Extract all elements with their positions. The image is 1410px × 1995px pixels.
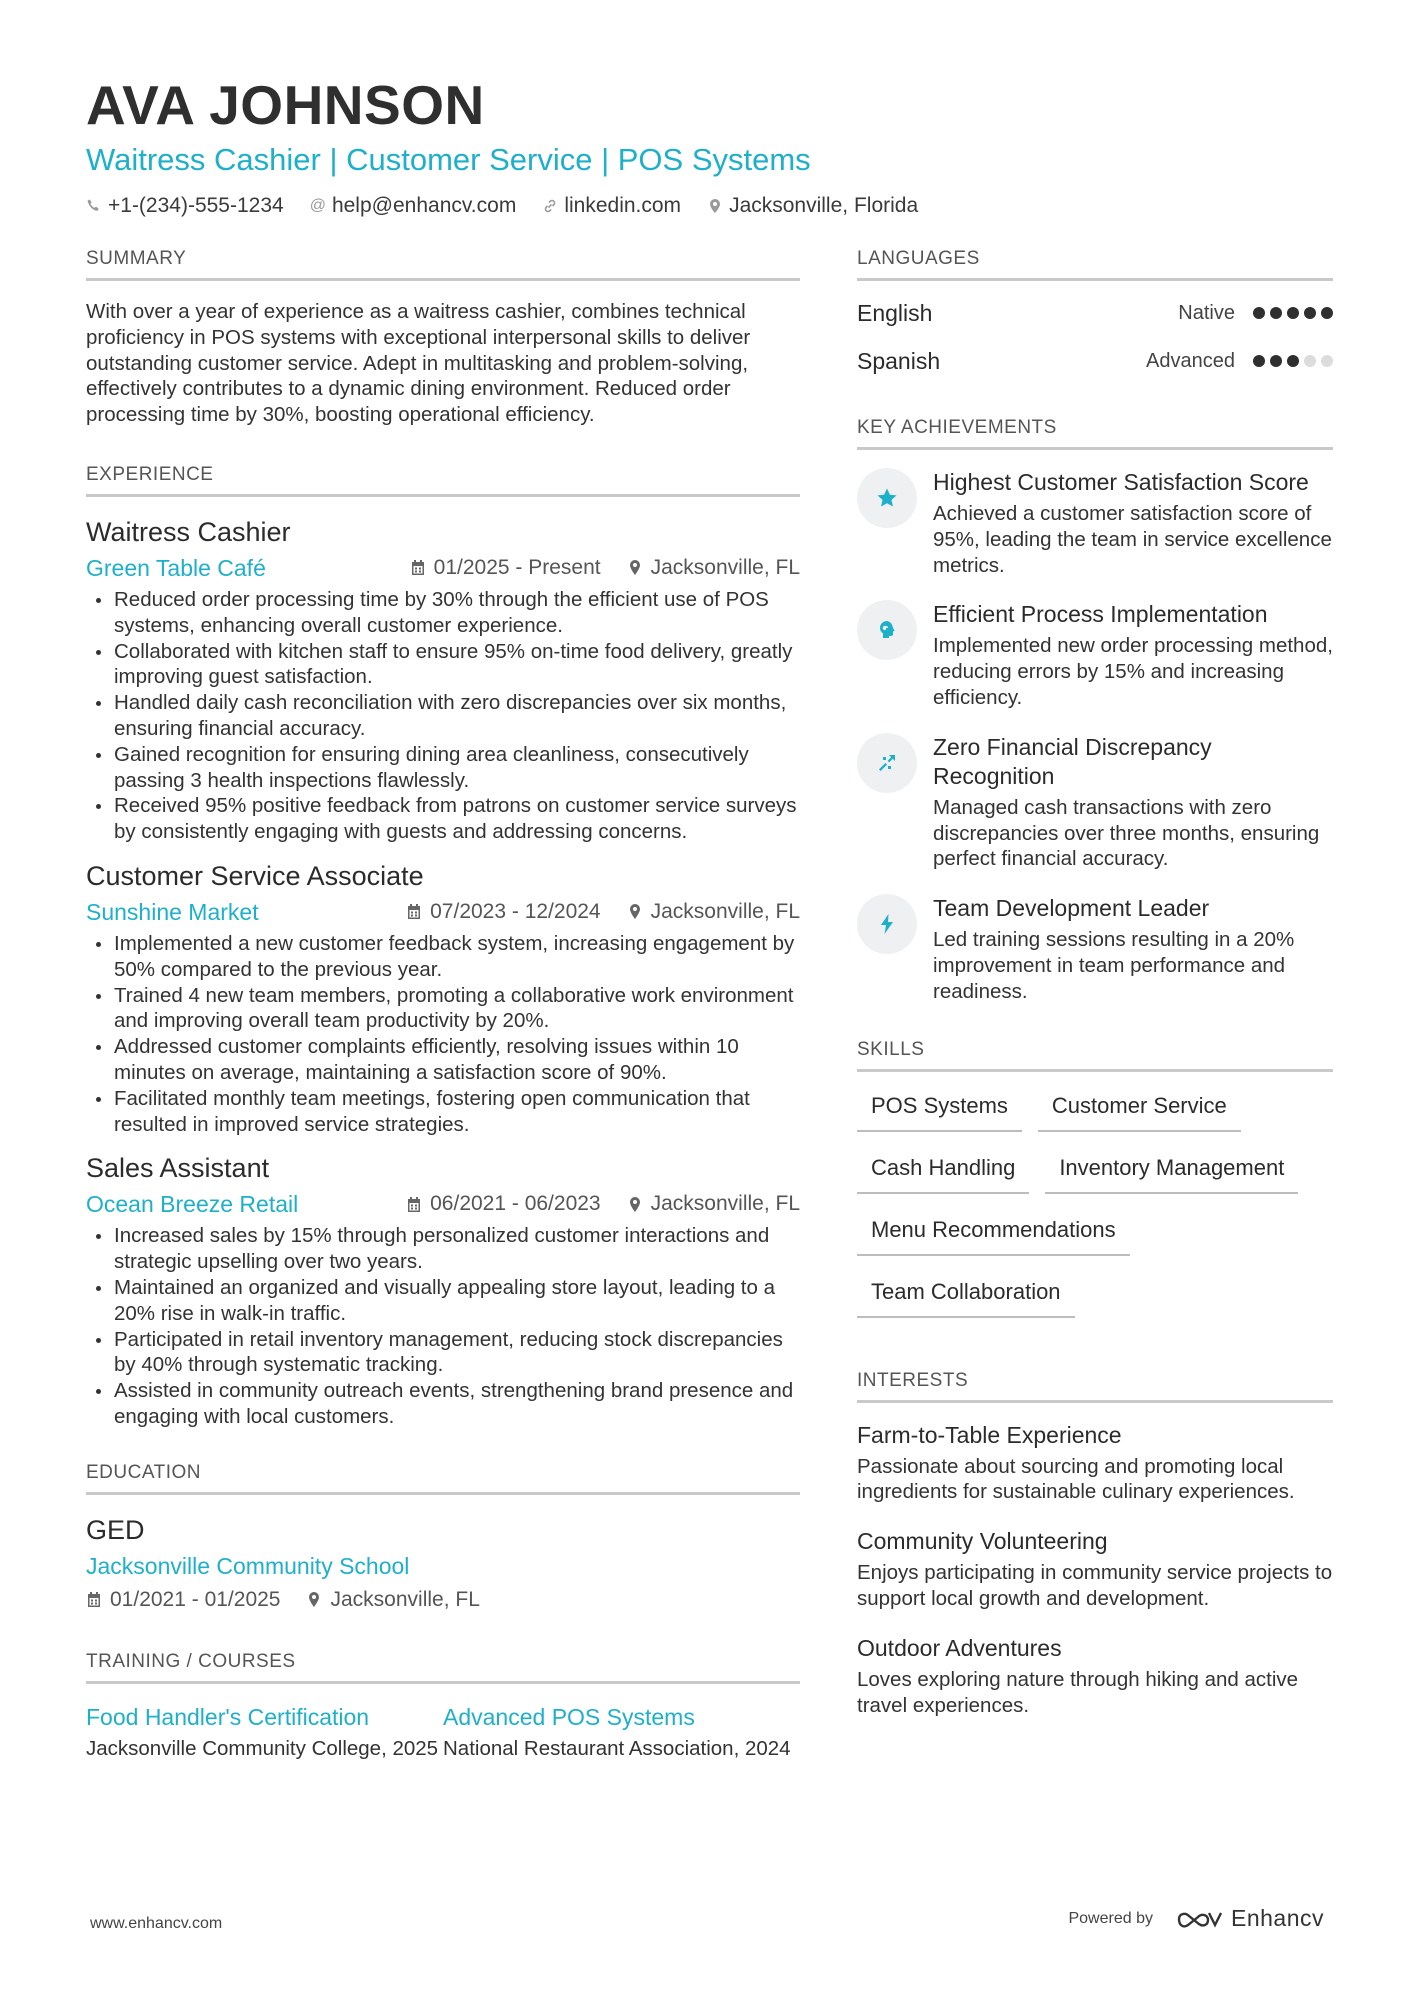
calendar-icon [406, 903, 422, 920]
course-desc: Jacksonville Community College, 2025 [86, 1736, 439, 1760]
job-entry [86, 515, 800, 845]
section-title: INTERESTS [857, 1368, 1333, 1403]
star-icon [857, 468, 917, 528]
section-title: SKILLS [857, 1037, 1333, 1072]
training-section [86, 1649, 800, 1762]
list-item: Gained recognition for ensuring dining area cleanliness, consecutively passing 3 health inspections flawlessly. [86, 742, 800, 794]
left-column [86, 246, 800, 1796]
interest-desc: Passionate about sourcing and promoting local ingredients for sustainable culinary experiences. [857, 1454, 1295, 1504]
school-name: Jacksonville Community School [86, 1552, 410, 1579]
job-dates: 01/2025 - Present [410, 553, 601, 583]
phone-text: +1-(234)-555-1234 [108, 194, 284, 217]
calendar-icon [86, 1591, 102, 1608]
interest-desc: Loves exploring nature through hiking and active travel experiences. [857, 1667, 1299, 1717]
company-name: Green Table Café [86, 554, 266, 581]
education-meta [86, 1585, 800, 1615]
job-entry [86, 1151, 800, 1429]
list-item: Trained 4 new team members, promoting a collaborative work environment and improving overall team productivity by 20%. [86, 983, 800, 1035]
rating-dot-filled [1253, 307, 1265, 319]
rating-dot-filled [1287, 355, 1299, 367]
language-name: English [857, 299, 933, 326]
arrows-icon [857, 733, 917, 793]
job-title: Waitress Cashier [86, 516, 291, 547]
right-column [857, 246, 1333, 1752]
rating-dot-empty [1321, 355, 1333, 367]
rating-dot-filled [1270, 355, 1282, 367]
language-rating [1253, 307, 1333, 319]
interests-section [857, 1368, 1333, 1719]
footer-branding [1068, 1905, 1324, 1932]
brand-name: Enhancv [1230, 1905, 1324, 1931]
language-rating [1253, 355, 1333, 367]
list-item: Handled daily cash reconciliation with zero discrepancies over six months, ensuring financial accuracy. [86, 690, 800, 742]
interest-item [857, 1634, 1333, 1719]
section-title: TRAINING / COURSES [86, 1649, 800, 1684]
skill-tag: Inventory Management [1045, 1148, 1298, 1194]
list-item: Participated in retail inventory management, reducing stock discrepancies by 40% through systematic tracking. [86, 1327, 800, 1379]
calendar-icon [410, 559, 426, 576]
job-bullets [86, 931, 800, 1137]
language-row [857, 289, 1333, 337]
location-pin-icon [707, 198, 723, 214]
calendar-icon [406, 1196, 422, 1213]
brand-logo[interactable] [1175, 1905, 1324, 1932]
course-desc: National Restaurant Association, 2024 [443, 1736, 791, 1760]
candidate-headline: Waitress Cashier | Customer Service | POS Systems [86, 142, 811, 177]
job-dates: 06/2021 - 06/2023 [406, 1189, 600, 1219]
job-dates: 07/2023 - 12/2024 [406, 897, 600, 927]
phone-icon [86, 198, 102, 214]
rating-dot-filled [1253, 355, 1265, 367]
skill-tag: Cash Handling [857, 1148, 1029, 1194]
list-item: Assisted in community outreach events, strengthening brand presence and engaging with local customers. [86, 1378, 800, 1430]
achievement-title: Team Development Leader [933, 895, 1210, 922]
achievement-desc: Managed cash transactions with zero discrepancies over three months, ensuring perfect financial accuracy. [933, 795, 1320, 871]
achievement-desc: Achieved a customer satisfaction score of 95%, leading the team in service excellence metrics. [933, 502, 1332, 577]
section-title: KEY ACHIEVEMENTS [857, 415, 1333, 450]
job-entry [86, 859, 800, 1137]
achievement-desc: Led training sessions resulting in a 20% improvement in team performance and readiness. [933, 928, 1295, 1003]
job-title: Customer Service Associate [86, 860, 424, 891]
list-item: Increased sales by 15% through personalized customer interactions and strategic upselling over two years. [86, 1223, 800, 1275]
enhancv-logo-icon [1175, 1907, 1223, 1931]
job-location: Jacksonville, FL [627, 553, 800, 583]
rating-dot-filled [1287, 307, 1299, 319]
languages-section [857, 246, 1333, 385]
summary-section [86, 246, 800, 428]
skill-tag: Customer Service [1038, 1086, 1241, 1132]
language-level: Native [1178, 301, 1235, 324]
rating-dot-empty [1304, 355, 1316, 367]
achievement-title: Zero Financial Discrepancy Recognition [933, 733, 1212, 789]
contact-location [707, 192, 918, 220]
powered-by-text: Powered by [1068, 1909, 1153, 1927]
section-title: SUMMARY [86, 246, 800, 281]
degree: GED [86, 1514, 145, 1545]
interest-item [857, 1527, 1333, 1612]
interest-title: Outdoor Adventures [857, 1634, 1062, 1661]
list-item: Maintained an organized and visually appealing store layout, leading to a 20% rise in walk-in traffic. [86, 1275, 800, 1327]
list-item: Reduced order processing time by 30% through the efficient use of POS systems, enhancing overall customer experience. [86, 587, 800, 639]
rating-dot-filled [1304, 307, 1316, 319]
bolt-icon [857, 894, 917, 954]
job-meta [86, 897, 800, 927]
job-meta [86, 553, 800, 583]
job-location: Jacksonville, FL [627, 897, 800, 927]
interest-item [857, 1421, 1333, 1506]
achievements-section [857, 415, 1333, 1005]
linkedin-text[interactable]: linkedin.com [564, 194, 682, 217]
achievement-item [857, 894, 1333, 1004]
education-section [86, 1460, 800, 1615]
brain-icon [857, 600, 917, 660]
achievement-item [857, 600, 1333, 710]
list-item: Addressed customer complaints efficiently, resolving issues within 10 minutes on average, maintaining a satisfaction score of 90%. [86, 1034, 800, 1086]
job-title: Sales Assistant [86, 1153, 270, 1184]
achievement-desc: Implemented new order processing method, reducing errors by 15% and increasing efficiency. [933, 634, 1333, 709]
skill-tag: POS Systems [857, 1086, 1022, 1132]
section-title: EXPERIENCE [86, 462, 800, 497]
skill-tag: Menu Recommendations [857, 1210, 1130, 1256]
section-title: EDUCATION [86, 1460, 800, 1495]
skills-section [857, 1037, 1333, 1318]
at-icon: @ [309, 197, 326, 214]
course-title: Food Handler's Certification [86, 1703, 370, 1730]
skill-tag: Team Collaboration [857, 1272, 1075, 1318]
job-location: Jacksonville, FL [627, 1189, 800, 1219]
rating-dot-filled [1270, 307, 1282, 319]
interest-desc: Enjoys participating in community service projects to support local growth and development. [857, 1561, 1333, 1610]
candidate-name: AVA JOHNSON [86, 74, 485, 136]
education-location: Jacksonville, FL [306, 1585, 479, 1615]
course-item [443, 1702, 800, 1762]
location-pin-icon [627, 559, 643, 576]
course-item [86, 1702, 443, 1762]
company-name: Sunshine Market [86, 898, 259, 925]
list-item: Facilitated monthly team meetings, fostering open communication that resulted in improved service strategies. [86, 1086, 800, 1138]
contact-linkedin[interactable] [542, 192, 681, 220]
interest-title: Farm-to-Table Experience [857, 1421, 1122, 1448]
rating-dot-filled [1321, 307, 1333, 319]
location-pin-icon [306, 1591, 322, 1608]
location-pin-icon [627, 903, 643, 920]
achievement-item [857, 733, 1333, 872]
course-title: Advanced POS Systems [443, 1703, 695, 1730]
education-dates: 01/2021 - 01/2025 [86, 1585, 280, 1615]
achievement-title: Efficient Process Implementation [933, 601, 1268, 628]
company-name: Ocean Breeze Retail [86, 1191, 299, 1218]
experience-section [86, 462, 800, 1430]
contact-bar [86, 192, 1336, 220]
language-level: Advanced [1146, 349, 1235, 372]
job-meta [86, 1189, 800, 1219]
achievement-title: Highest Customer Satisfaction Score [933, 469, 1309, 495]
resume-header [86, 72, 1336, 220]
contact-phone [86, 192, 284, 220]
job-bullets [86, 1223, 800, 1429]
footer-website[interactable]: www.enhancv.com [90, 1915, 223, 1932]
list-item: Collaborated with kitchen staff to ensure 95% on-time food delivery, greatly improving guest satisfaction. [86, 639, 800, 691]
location-pin-icon [627, 1196, 643, 1213]
contact-email[interactable] [310, 192, 517, 220]
summary-text: With over a year of experience as a waitress cashier, combines technical proficiency in POS systems with exceptional interpersonal skills to deliver outstanding customer service. Adept in multitasking and problem-solving, effectively contributes to a dynamic dining environment. Reduced order processing time by 30%, boosting operational efficiency. [86, 300, 751, 427]
section-title: LANGUAGES [857, 246, 1333, 281]
list-item: Implemented a new customer feedback system, increasing engagement by 50% compared to the previous year. [86, 931, 800, 983]
interest-title: Community Volunteering [857, 1528, 1108, 1555]
email-text[interactable]: help@enhancv.com [331, 194, 517, 217]
language-name: Spanish [857, 347, 941, 374]
list-item: Received 95% positive feedback from patrons on customer service surveys by consistently engaging with guests and addressing concerns. [86, 793, 800, 845]
achievement-item [857, 468, 1333, 578]
link-icon [542, 198, 558, 214]
job-bullets [86, 587, 800, 845]
language-row [857, 337, 1333, 385]
location-text: Jacksonville, Florida [729, 194, 919, 217]
